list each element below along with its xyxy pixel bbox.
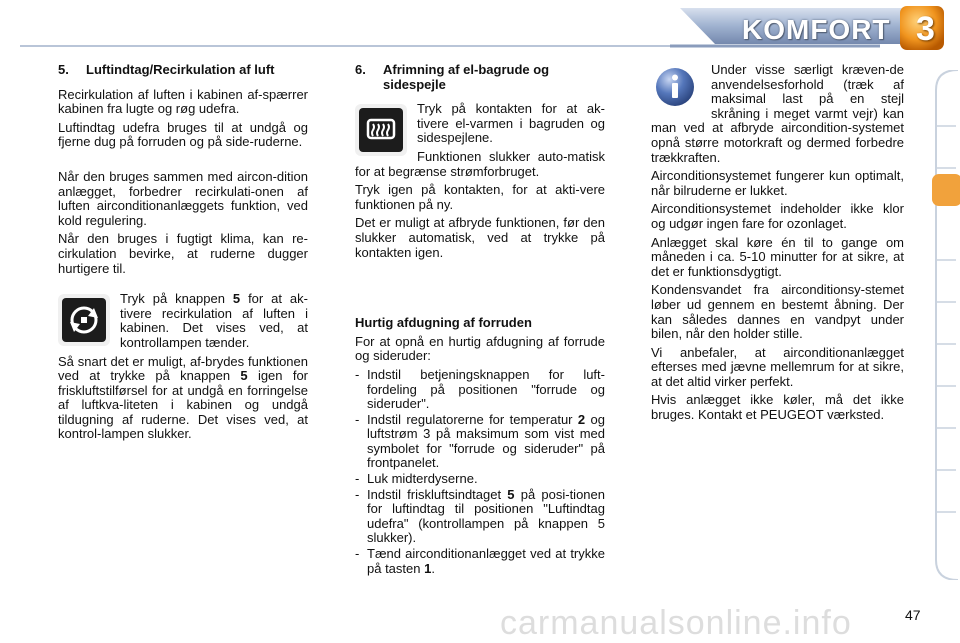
list-item: - Tænd airconditionanlægget ved at trykke på tasten 1. (355, 547, 605, 576)
heading-quick-demist: Hurtig afdugning af forruden (355, 315, 532, 331)
chapter-tabs-graphic (928, 70, 960, 580)
paragraph: Kondensvandet fra airconditionsy-stemet løber ud gennem en bestemt åbning. Der kan således dannes en vandpyt under bilen, når den holder stille. (651, 282, 904, 342)
list-item: - Indstil friskluftsindtaget 5 på posi-tionen for luftindtag til positionen "Luftindtag udefra" (kontrollampen på knappen 5 slukker). (355, 488, 605, 546)
paragraph: Så snart det er muligt, af-brydes funktionen ved at trykke på knappen 5 igen for friskluftstilførsel for at undgå en forringelse af luftkva-liteten i kabinen og undgå tildugning af ruderne. Det vises ved, at kontrol-lampen slukker. (58, 353, 308, 442)
heading-defrost: 6. Afrimning af el-bagrude og sidespejle (355, 62, 550, 92)
column-info (651, 63, 904, 427)
page-number: 47 (905, 607, 921, 623)
chapter-tabs (928, 70, 960, 580)
section-title: KOMFORT (742, 14, 891, 45)
paragraph: Recirkulation af luften i kabinen af-spærrer kabinen fra lugte og røg udefra. (58, 86, 308, 117)
paragraph: Når den bruges sammen med aircon-dition anlægget, forbedrer recirkulati-onen af luften airconditionanlæggets funktion, ved kold regulering. (58, 168, 308, 228)
paragraph: Airconditionsystemet indeholder ikke klor og udgør ingen fare for ozonlaget. (651, 201, 904, 231)
paragraph: Under visse særligt kræven-de anvendelsesforhold (træk af maksimal last på en stejl skråning i meget varmt vejr) kan man ved at afbryde aircondition-systemet opnå større motorkraft og dermed forbedre trækkraften. (651, 62, 904, 165)
watermark: carmanualsonline.info (500, 604, 852, 642)
paragraph: Luftindtag udefra bruges til at undgå og fjerne dug på forruden og på side-ruderne. (58, 119, 308, 150)
paragraph: For at opnå en hurtig afdugning af forrude og sideruder: (355, 333, 605, 364)
paragraph: Tryk på kontakten for at ak-tivere el-varmen i bagruden og sidespejlene. (417, 101, 605, 146)
heading-recirculation: 5. Luftindtag/Recirkulation af luft (58, 62, 275, 77)
paragraph: Funktionen slukker auto-matisk for at begrænse strømforbruget. (355, 148, 605, 179)
column-defrost (355, 63, 605, 577)
column-recirculation (58, 63, 308, 446)
list-item: - Indstil betjeningsknappen for luft-fordeling på positionen "forrude og sideruder". (355, 368, 605, 412)
recirculation-icon (58, 294, 110, 346)
paragraph: Vi anbefaler, at airconditionanlægget efterses med jævne mellemrum for at sikre, at det altid virker perfekt. (651, 344, 904, 389)
paragraph: Tryk igen på kontakten, for at akti-vere funktionen på ny. (355, 182, 605, 212)
active-chapter-tab (932, 174, 960, 206)
info-icon (655, 67, 699, 111)
paragraph: Anlægget skal køre én til to gange om måneden i ca. 5-10 minutter for at sikre, at det er funktionsdygtigt. (651, 234, 904, 279)
paragraph: Airconditionsystemet fungerer kun optimalt, når bilruderne er lukket. (651, 168, 904, 198)
steps-list (355, 368, 605, 576)
paragraph: Tryk på knappen 5 for at ak-tivere recirkulation af luften i kabinen. Det vises ved, at kontrollampen tænder. (120, 291, 308, 350)
list-item: - Luk midterdyserne. (355, 472, 605, 487)
paragraph: Når den bruges i fugtigt klima, kan re-cirkulation bevirke, at ruderne dugger hurtigere til. (58, 231, 308, 276)
rear-defrost-icon (355, 104, 407, 156)
chapter-number-badge: 3 (916, 10, 935, 48)
paragraph: Hvis anlægget ikke køler, må det ikke bruges. Kontakt et PEUGEOT værksted. (651, 392, 904, 423)
page-header (0, 0, 960, 62)
paragraph: Det er muligt at afbryde funktionen, før den slukker automatisk, ved at trykke på kontakten igen. (355, 215, 605, 260)
list-item: - Indstil regulatorerne for temperatur 2 og luftstrøm 3 på maksimum som vist med symbolet for "forrude og sideruder" på frontpanelet. (355, 413, 605, 471)
